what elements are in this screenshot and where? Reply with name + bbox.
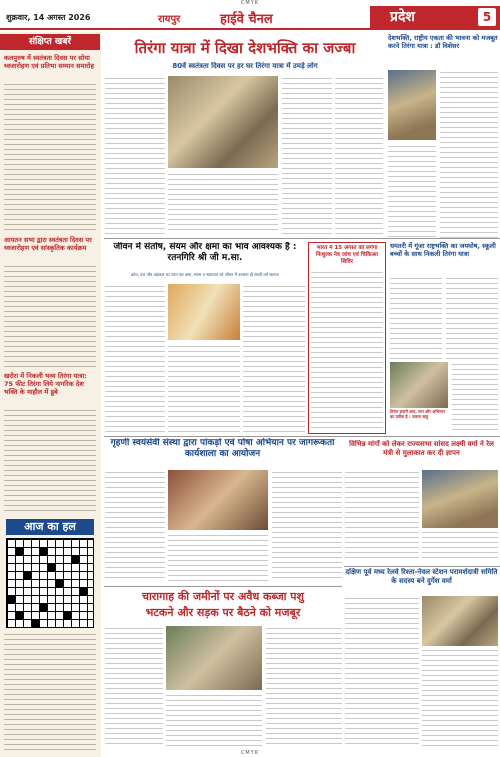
story6-body-1 — [105, 626, 163, 748]
right-mid-body-3 — [452, 362, 498, 432]
edition-city: रायपुर — [158, 14, 181, 25]
section-title: प्रदेश — [390, 9, 415, 25]
right-top-body-1 — [388, 144, 436, 238]
puzzle-banner: आज का हल — [6, 519, 94, 535]
box-story-body — [311, 270, 383, 430]
page-header — [0, 6, 500, 30]
story5-body-2 — [422, 648, 498, 746]
story6-photo-cattle — [166, 626, 262, 690]
story3-body-3 — [272, 470, 342, 582]
sidebar-banner: संक्षिप्त खबरें — [0, 34, 100, 50]
story2-photo-monks — [168, 284, 240, 340]
story2-kicker: क्रोध, दंभ और अहंकार का त्याग कर क्षमा, संयम व स्वाध्याय को जीवन में उतारना ही सच्ची धर्म साधना — [131, 272, 279, 277]
story2-body-1 — [105, 284, 165, 434]
brief-headline-2: आयतन सभा द्वारा स्वतंत्रता दिवस पर ध्वजारोहण एवं सांस्कृतिक कार्यक्रम — [4, 236, 92, 252]
story2-headline: जीवन में संतोष, संयम और क्षमा का भाव आवश्यक है : रतनगिरि श्री जी म.सा. — [113, 242, 297, 263]
lead-photo-rally — [168, 76, 278, 168]
lead-body-col-2 — [168, 172, 278, 234]
story4-body-2 — [422, 530, 498, 562]
right-mid-body-2 — [446, 276, 498, 360]
brief-body-3 — [4, 408, 96, 514]
story4-body-1 — [345, 470, 419, 562]
story5-body-1 — [345, 596, 419, 746]
story5-headline: दक्षिण पूर्व मध्य रेलवे रिश्ता-नेवल स्टेशन परामर्शदात्री समिति के सदस्य बने दुर्गेश वर्मा — [345, 568, 498, 585]
divider-4 — [104, 586, 342, 587]
story5-photo — [422, 596, 498, 646]
brief-body-1 — [4, 82, 96, 232]
lead-headline: तिरंगा यात्रा में दिखा देशभक्ति का जज्बा — [134, 39, 356, 57]
story6-body-2 — [166, 693, 262, 748]
section-banner — [370, 6, 500, 28]
cmyk-mark-bottom: CMYK — [240, 750, 260, 756]
page-number: 5 — [478, 8, 496, 26]
lead-body-col-1 — [105, 76, 165, 234]
newspaper-name: हाईवे चैनल — [220, 12, 273, 27]
right-mid-photo — [390, 362, 448, 408]
right-mid-body-1 — [390, 276, 442, 360]
lead-body-col-4 — [335, 76, 383, 234]
crossword-grid — [6, 538, 94, 628]
story4-photo — [422, 470, 498, 528]
right-top-body-2 — [440, 70, 498, 238]
lead-subheadline: 80वें स्वतंत्रता दिवस पर हर घर तिरंगा यात्रा में उमड़े लोग — [172, 62, 318, 70]
divider-3 — [344, 566, 500, 567]
story3-headline: गृहणी स्वयंसेवी संस्था द्वारा पांकड़ो एवं पोषा अभियान पर जागरूकता कार्यशाला का आयोजन — [110, 438, 335, 459]
divider-1 — [104, 238, 500, 239]
right-mid-headline: धमतरी में गूंजा राष्ट्रभक्ति का जयघोष, स्कूली बच्चों के साथ निकली तिरंगा यात्रा — [390, 242, 496, 258]
story2-body-3 — [243, 284, 305, 434]
story6-headline-line2: भटकने और सड़क पर बैठने को मजबूर — [145, 606, 301, 619]
story3-photo-group — [168, 470, 268, 530]
issue-date: शुक्रवार, 14 अगस्त 2026 — [6, 13, 91, 22]
brief-headline-1: कलपुरुष में स्वतंत्रता दिवस पर सोया ध्वजारोहण एवं प्रतिभा सम्मान समारोह — [4, 54, 94, 70]
story3-body-1 — [105, 470, 165, 582]
story6-headline — [105, 589, 341, 623]
story3-body-2 — [168, 533, 268, 582]
brief-headline-3: खरोरा में निकली भव्य तिरंगा यात्रा: 75 फीट तिरंगा लिये नागरिक देश भक्ति के माहौल में डूबे — [4, 372, 87, 396]
right-top-headline: देशभक्ति, राष्ट्रीय एकता की भावना को मजबूत करने तिरंगा यात्रा : डॉ विशेसर — [388, 34, 498, 50]
right-top-photo — [388, 70, 436, 140]
cmyk-mark-top: CMYK — [240, 0, 260, 6]
story6-headline-line1: चारागाह की जमीनों पर अवैध कब्जा पशु — [141, 590, 305, 603]
story4-headline: विभिन्न मांगों को लेकर राज्यसभा सांसद लक्ष्मी वर्मा ने रेल मंत्री से मुलाकात कर दी ज्ञापन — [349, 440, 494, 457]
story6-body-3 — [266, 626, 342, 748]
right-mid-caption: तिरंगा हमारी शान, मान और अभिमान का प्रतीक है : उजला साहू — [390, 409, 445, 419]
divider-2 — [104, 436, 500, 437]
box-story-headline: भारत में 15 अगस्त को लगेगा निःशुल्क नेत्र जांच एवं चिकित्सा शिविर — [315, 245, 379, 265]
brief-body-2 — [4, 264, 96, 368]
lead-body-col-3 — [282, 76, 332, 234]
story2-body-2 — [168, 344, 240, 434]
sidebar-bottom-text — [4, 632, 96, 754]
